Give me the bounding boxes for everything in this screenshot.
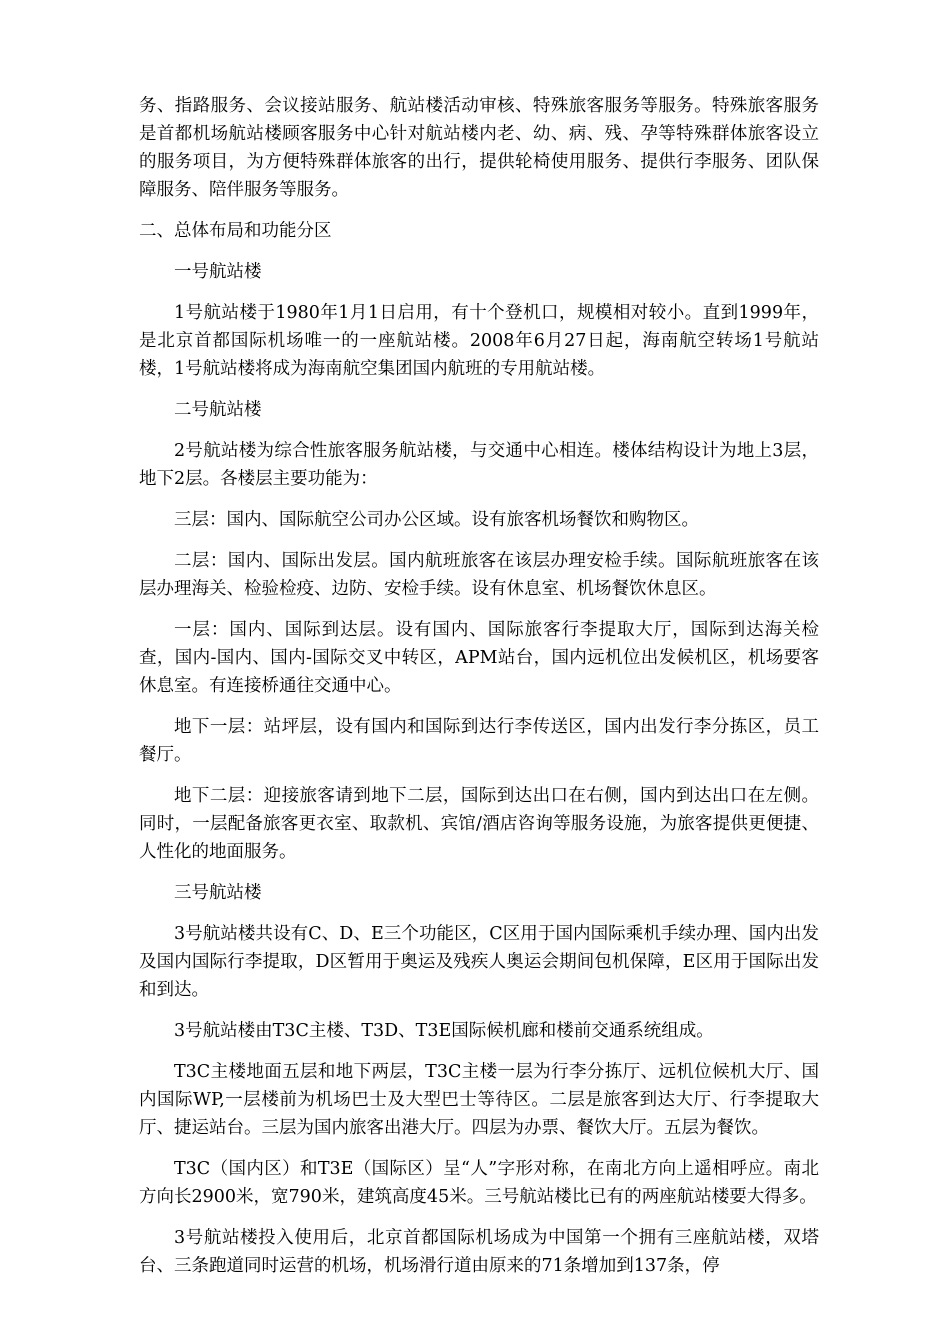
paragraph-terminal-3-zones: 3号航站楼共设有C、D、E三个功能区，C区用于国内国际乘机手续办理、国内出发及国内国际行李提取，D区暂用于奥运及残疾人奥运会期间包机保障，E区用于国际出发和到达。 bbox=[139, 924, 819, 1000]
paragraph-terminal-2-intro: 2号航站楼为综合性旅客服务航站楼，与交通中心相连。楼体结构设计为地上3层，地下2层。各楼层主要功能为： bbox=[139, 441, 819, 489]
paragraph-terminal-3-dimensions: T3C（国内区）和T3E（国际区）呈“人”字形对称，在南北方向上遥相呼应。南北方向长2900米，宽790米，建筑高度45米。三号航站楼比已有的两座航站楼要大得多。 bbox=[139, 1159, 819, 1207]
subheading-terminal-3: 三号航站楼 bbox=[174, 883, 262, 903]
paragraph-services-continued: 务、指路服务、会议接站服务、航站楼活动审核、特殊旅客服务等服务。特殊旅客服务是首都机场航站楼顾客服务中心针对航站楼内老、幼、病、残、孕等特殊群体旅客设立的服务项目，为方便特殊群体旅客的出行，提供轮椅使用服务、提供行李服务、团队保障服务、陪伴服务等服务。 bbox=[139, 96, 819, 200]
paragraph-terminal-2-floor-3: 三层：国内、国际航空公司办公区域。设有旅客机场餐饮和购物区。 bbox=[174, 510, 699, 530]
paragraph-terminal-2-basement-2: 地下二层：迎接旅客请到地下二层，国际到达出口在右侧，国内到达出口在左侧。同时，一层配备旅客更衣室、取款机、宾馆/酒店咨询等服务设施，为旅客提供更便捷、人性化的地面服务。 bbox=[139, 786, 819, 862]
paragraph-terminal-2-floor-2: 二层：国内、国际出发层。国内航班旅客在该层办理安检手续。国际航班旅客在该层办理海关、检验检疫、边防、安检手续。设有休息室、机场餐饮休息区。 bbox=[139, 551, 819, 599]
document-page bbox=[139, 92, 819, 1293]
paragraph-terminal-1: 1号航站楼于1980年1月1日启用，有十个登机口，规模相对较小。直到1999年，是北京首都国际机场唯一的一座航站楼。2008年6月27日起，海南航空转场1号航站楼，1号航站楼将成为海南航空集团国内航班的专用航站楼。 bbox=[139, 303, 819, 379]
paragraph-terminal-3-composition: 3号航站楼由T3C主楼、T3D、T3E国际候机廊和楼前交通系统组成。 bbox=[174, 1021, 714, 1041]
paragraph-terminal-2-basement-1: 地下一层：站坪层，设有国内和国际到达行李传送区，国内出发行李分拣区，员工餐厅。 bbox=[139, 717, 819, 765]
subheading-terminal-2: 二号航站楼 bbox=[174, 400, 262, 420]
subheading-terminal-1: 一号航站楼 bbox=[174, 262, 262, 282]
paragraph-terminal-3-operations: 3号航站楼投入使用后，北京首都国际机场成为中国第一个拥有三座航站楼，双塔台、三条跑道同时运营的机场，机场滑行道由原来的71条增加到137条，停 bbox=[139, 1228, 819, 1276]
section-heading-layout: 二、总体布局和功能分区 bbox=[139, 221, 332, 241]
paragraph-terminal-2-floor-1: 一层：国内、国际到达层。设有国内、国际旅客行李提取大厅，国际到达海关检查，国内-国内、国内-国际交叉中转区，APM站台，国内远机位出发候机区，机场要客休息室。有连接桥通往交通中心。 bbox=[139, 620, 819, 696]
paragraph-terminal-3-t3c-floors: T3C主楼地面五层和地下两层，T3C主楼一层为行李分拣厅、远机位候机大厅、国内国际WP,一层楼前为机场巴士及大型巴士等待区。二层是旅客到达大厅、行李提取大厅、捷运站台。三层为国内旅客出港大厅。四层为办票、餐饮大厅。五层为餐饮。 bbox=[139, 1062, 819, 1138]
